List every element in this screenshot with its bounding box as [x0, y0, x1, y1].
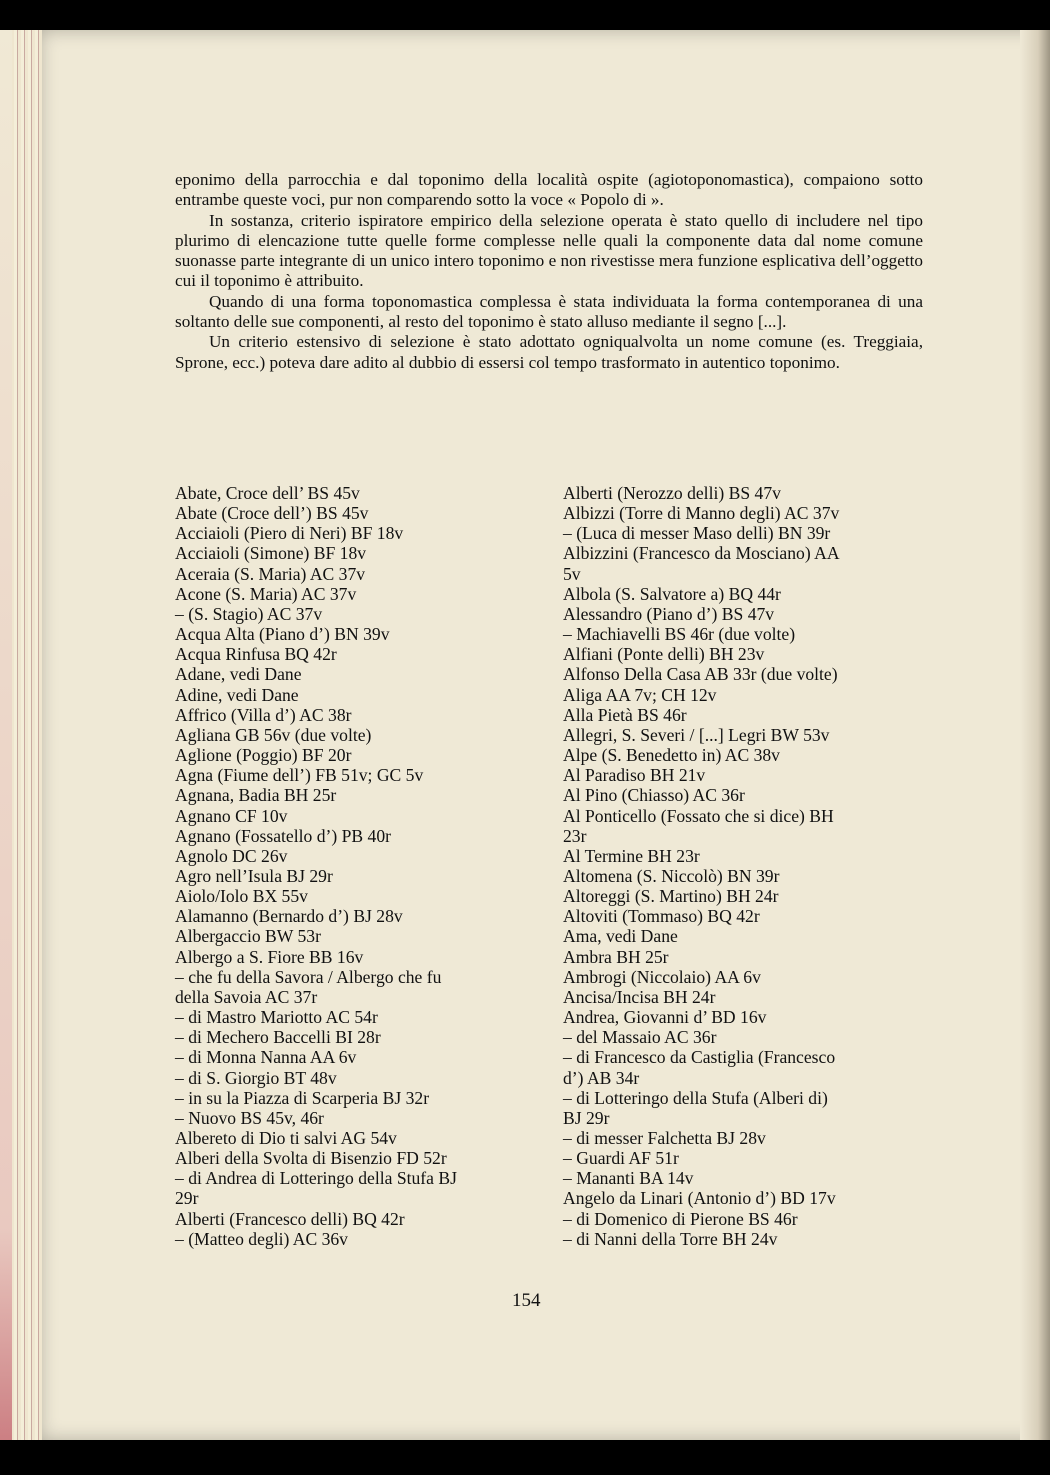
index-entry: Aceraia (S. Maria) AC 37v	[175, 563, 366, 584]
index-entry: Albola (S. Salvatore a) BQ 44r	[563, 583, 781, 604]
index-column-left	[175, 483, 555, 1249]
page-number: 154	[512, 1290, 541, 1311]
index-entry: Andrea, Giovanni d’ BD 16v	[563, 1007, 767, 1028]
index-entry: – di Lotteringo della Stufa (Alberi di)	[563, 1087, 828, 1108]
index-entry: – di Andrea di Lotteringo della Stufa BJ	[175, 1168, 457, 1189]
index-entry: Ambrogi (Niccolaio) AA 6v	[563, 966, 761, 987]
index-entry: – (Luca di messer Maso delli) BN 39r	[563, 523, 831, 544]
index-entry: della Savoia AC 37r	[175, 986, 318, 1007]
index-entry: Agna (Fiume dell’) FB 51v; GC 5v	[175, 765, 424, 786]
index-entry: Alberti (Nerozzo delli) BS 47v	[563, 483, 781, 503]
index-entry: – di Mastro Mariotto AC 54r	[175, 1007, 378, 1028]
index-entry: Aiolo/Iolo BX 55v	[175, 886, 308, 907]
introduction-text	[175, 170, 923, 373]
index-entry: Adine, vedi Dane	[175, 684, 299, 705]
index-entry: Alberti (Francesco delli) BQ 42r	[175, 1208, 405, 1229]
index-entry: – di Nanni della Torre BH 24v	[563, 1228, 778, 1249]
index-entry: Agnana, Badia BH 25r	[175, 785, 337, 806]
index-entry: Alessandro (Piano d’) BS 47v	[563, 603, 775, 624]
index-column-right	[563, 483, 935, 1249]
index-entry: Altoviti (Tommaso) BQ 42r	[563, 906, 760, 927]
index-entry: – che fu della Savora / Albergo che fu	[175, 966, 442, 987]
index-entry: BJ 29r	[563, 1107, 610, 1128]
index-entry: – Mananti BA 14v	[563, 1168, 694, 1189]
index-entry: Altoreggi (S. Martino) BH 24r	[563, 886, 779, 907]
index-entry: Altomena (S. Niccolò) BN 39r	[563, 865, 780, 886]
index-entry: – Nuovo BS 45v, 46r	[175, 1107, 324, 1128]
index-entry: Alfonso Della Casa AB 33r (due volte)	[563, 664, 838, 685]
index-entry: Abate, Croce dell’ BS 45v	[175, 483, 360, 503]
index-entry: Al Pino (Chiasso) AC 36r	[563, 785, 745, 806]
index-entry: Albizzi (Torre di Manno degli) AC 37v	[563, 503, 840, 524]
index-entry: Acciaioli (Piero di Neri) BF 18v	[175, 523, 404, 544]
intro-paragraph-2: In sostanza, criterio ispiratore empirico della selezione operata è stato quello di includere nel tipo plurimo di elencazione tutte quelle forme complesse nelle quali la componente data dal nome comune suonasse parte integrante di un unico intero toponimo e non rivestisse mera funzione esplicativa dell’oggetto cui il toponimo è attribuito.	[175, 210, 923, 291]
index-entry: Albereto di Dio ti salvi AG 54v	[175, 1128, 397, 1148]
index-entry: Acqua Alta (Piano d’) BN 39v	[175, 624, 390, 645]
index-entry: Acciaioli (Simone) BF 18v	[175, 543, 367, 564]
index-entry: Affrico (Villa d’) AC 38r	[175, 704, 352, 725]
index-entry: – di Francesco da Castiglia (Francesco	[563, 1047, 836, 1068]
index-entry: – Machiavelli BS 46r (due volte)	[563, 624, 796, 645]
index-entry: Al Ponticello (Fossato che si dice) BH	[563, 805, 834, 826]
index-entry: Alpe (S. Benedetto in) AC 38v	[563, 745, 780, 766]
intro-paragraph-3: Quando di una forma toponomastica complessa è stata individuata la forma contemporanea di una soltanto delle sue componenti, al resto del toponimo è stato alluso mediante il segno [...].	[175, 291, 923, 332]
index-entry: Abate (Croce dell’) BS 45v	[175, 503, 369, 524]
index-entry: – di Monna Nanna AA 6v	[175, 1047, 357, 1068]
index-entry: Agro nell’Isula BJ 29r	[175, 865, 333, 886]
index-entry: Agnano CF 10v	[175, 805, 288, 826]
book-binding	[1020, 30, 1050, 1440]
index-entry: – (S. Stagio) AC 37v	[175, 603, 323, 624]
index-entry: Alamanno (Bernardo d’) BJ 28v	[175, 906, 403, 927]
index-entry: 5v	[563, 563, 581, 584]
index-entry: – in su la Piazza di Scarperia BJ 32r	[175, 1087, 430, 1108]
index-entry: – di messer Falchetta BJ 28v	[563, 1128, 766, 1148]
index-entry: Ambra BH 25r	[563, 946, 669, 967]
index-entry: Agliana GB 56v (due volte)	[175, 724, 372, 745]
index-entry: Ancisa/Incisa BH 24r	[563, 986, 716, 1007]
index-entry: d’) AB 34r	[563, 1067, 640, 1088]
index-entry: – Guardi AF 51r	[563, 1148, 679, 1169]
index-entry: – di Mechero Baccelli BI 28r	[175, 1027, 381, 1048]
index-entry: – del Massaio AC 36r	[563, 1027, 717, 1048]
index-entry: Acone (S. Maria) AC 37v	[175, 583, 357, 604]
intro-paragraph-1: eponimo della parrocchia e dal toponimo della località ospite (agiotoponomastica), compaiono sotto entrambe queste voci, pur non comparendo sotto la voce « Popolo di ».	[175, 170, 923, 210]
page-stack-edge	[0, 30, 42, 1440]
index-entry: Alla Pietà BS 46r	[563, 704, 687, 725]
index-entry: Angelo da Linari (Antonio d’) BD 17v	[563, 1188, 836, 1209]
index-entry: Alberi della Svolta di Bisenzio FD 52r	[175, 1148, 447, 1169]
index-entry: Alfiani (Ponte delli) BH 23v	[563, 644, 765, 665]
index-entry: 29r	[175, 1188, 199, 1209]
index-entry: Al Termine BH 23r	[563, 845, 700, 866]
index-entry: Al Paradiso BH 21v	[563, 765, 706, 786]
index-entry: Allegri, S. Severi / [...] Legri BW 53v	[563, 724, 830, 745]
index-entry: Agnano (Fossatello d’) PB 40r	[175, 825, 391, 846]
index-entry: Albergaccio BW 53r	[175, 926, 321, 947]
intro-paragraph-4: Un criterio estensivo di selezione è stato adottato ogniqualvolta un nome comune (es. Treggiaia, Sprone, ecc.) poteva dare adito al dubbio di essersi col tempo trasformato in autentico toponimo.	[175, 332, 923, 372]
index-entry: Aglione (Poggio) BF 20r	[175, 745, 352, 766]
index-entry: Adane, vedi Dane	[175, 664, 302, 685]
index-entry: 23r	[563, 825, 587, 846]
index-entry: – di Domenico di Pierone BS 46r	[563, 1208, 798, 1229]
index-entry: – di S. Giorgio BT 48v	[175, 1067, 337, 1088]
index-entry: Aliga AA 7v; CH 12v	[563, 684, 717, 705]
index-entry: Ama, vedi Dane	[563, 926, 678, 947]
index-entry: – (Matteo degli) AC 36v	[175, 1228, 348, 1249]
index-entry: Albizzini (Francesco da Mosciano) AA	[563, 543, 840, 564]
index-entry: Albergo a S. Fiore BB 16v	[175, 946, 364, 967]
index-entry: Agnolo DC 26v	[175, 845, 288, 866]
index-entry: Acqua Rinfusa BQ 42r	[175, 644, 337, 665]
